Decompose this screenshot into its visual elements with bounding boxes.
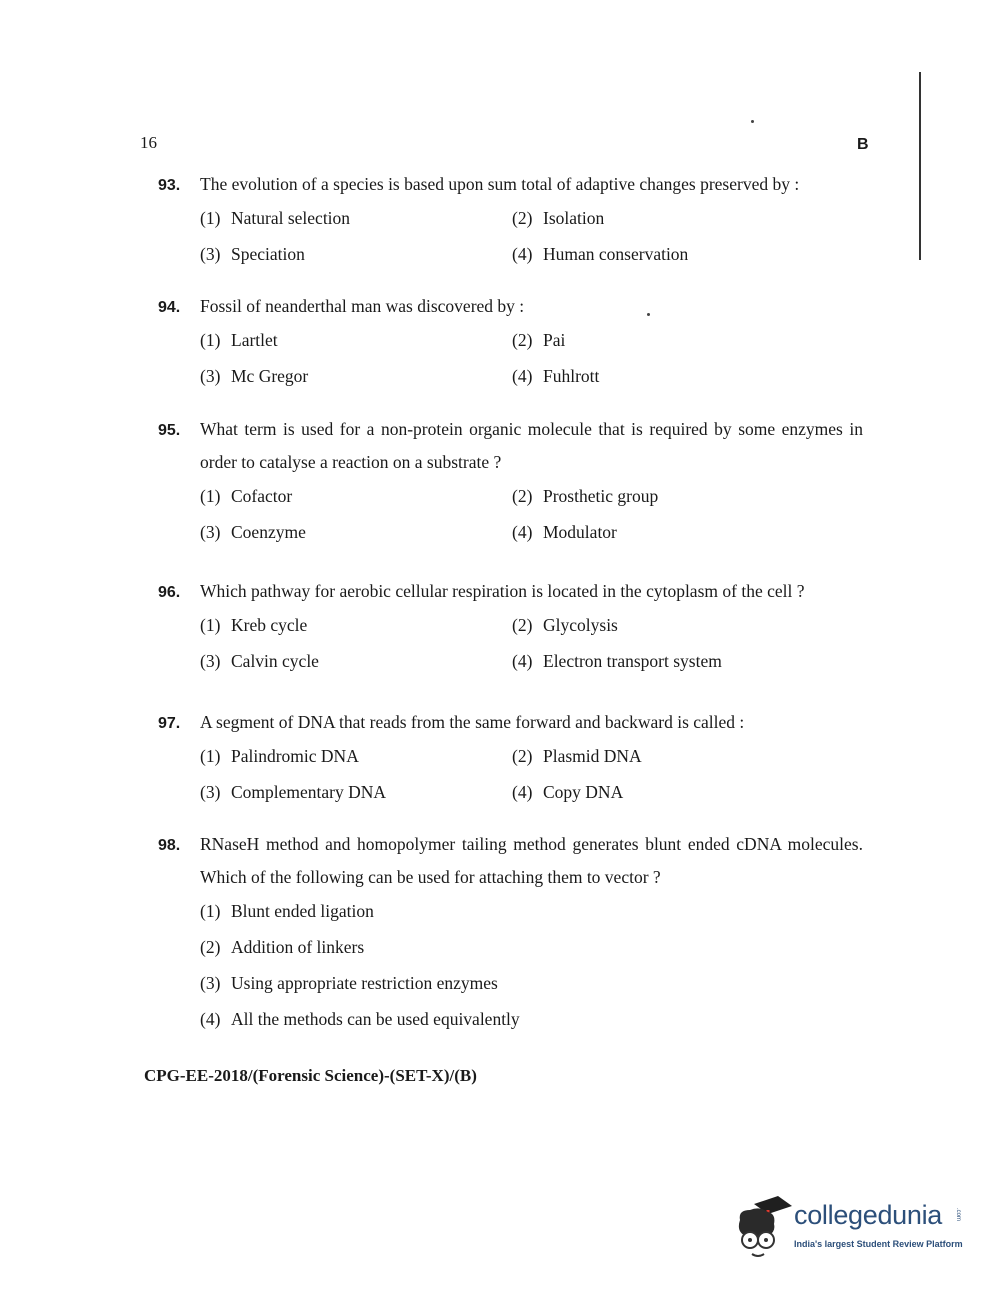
option	[200, 646, 512, 677]
option-number: (4)	[512, 651, 533, 671]
question-number: 94.	[158, 299, 181, 316]
option	[512, 777, 824, 808]
option-number: (3)	[200, 973, 221, 993]
scan-speck	[751, 120, 754, 123]
option	[200, 203, 512, 234]
option-text: Calvin cycle	[231, 651, 319, 671]
option-text: Copy DNA	[543, 782, 624, 802]
option	[200, 481, 512, 512]
logo-dotcom: .com	[955, 1208, 961, 1222]
option-number: (2)	[512, 208, 533, 228]
option	[512, 646, 824, 677]
question-94	[158, 297, 863, 392]
option	[200, 239, 512, 270]
question-96	[158, 582, 863, 677]
option-number: (4)	[512, 782, 533, 802]
option-text: Natural selection	[231, 208, 351, 228]
option-text: Plasmid DNA	[543, 746, 642, 766]
question-number: 95.	[158, 422, 181, 439]
option-number: (4)	[512, 522, 533, 542]
question-text: The evolution of a species is based upon sum total of adaptive changes preserved by :	[200, 174, 800, 194]
option	[512, 325, 824, 356]
option-text: Using appropriate restriction enzymes	[231, 973, 498, 993]
option-text: Pai	[543, 330, 566, 350]
mascot-icon	[734, 1196, 794, 1260]
question-95	[158, 420, 863, 548]
option-text: All the methods can be used equivalently	[231, 1009, 520, 1029]
collegedunia-logo[interactable]	[734, 1196, 964, 1266]
question-number: 98.	[158, 837, 181, 854]
option-number: (3)	[200, 522, 221, 542]
option-text: Coenzyme	[231, 522, 306, 542]
logo-tagline: India's largest Student Review Platform	[794, 1239, 963, 1249]
question-text: A segment of DNA that reads from the same forward and backward is called :	[200, 712, 745, 732]
option-text: Electron transport system	[543, 651, 722, 671]
option	[512, 610, 824, 641]
option-number: (3)	[200, 366, 221, 386]
question-number: 93.	[158, 177, 181, 194]
question-number: 97.	[158, 715, 181, 732]
option-text: Prosthetic group	[543, 486, 659, 506]
option-number: (4)	[512, 366, 533, 386]
question-number: 96.	[158, 584, 181, 601]
option-text: Kreb cycle	[231, 615, 308, 635]
question-97	[158, 713, 863, 808]
option-number: (1)	[200, 901, 221, 921]
option-text: Palindromic DNA	[231, 746, 359, 766]
option-number: (1)	[200, 330, 221, 350]
option-text: Cofactor	[231, 486, 293, 506]
scan-edge-line	[919, 72, 921, 260]
option	[200, 610, 512, 641]
question-text: Which pathway for aerobic cellular respiration is located in the cytoplasm of the cell ?	[200, 581, 805, 601]
option-number: (1)	[200, 486, 221, 506]
option-text: Blunt ended ligation	[231, 901, 374, 921]
option	[200, 968, 860, 999]
option-text: Human conservation	[543, 244, 689, 264]
option	[200, 777, 512, 808]
page-number: 16	[140, 133, 157, 152]
option-number: (3)	[200, 651, 221, 671]
option-number: (1)	[200, 208, 221, 228]
option	[200, 741, 512, 772]
option-number: (2)	[512, 486, 533, 506]
option	[200, 361, 512, 392]
paper-code-footer: CPG-EE-2018/(Forensic Science)-(SET-X)/(B)	[144, 1066, 477, 1085]
option-text: Glycolysis	[543, 615, 618, 635]
option	[200, 1004, 860, 1035]
question-text: RNaseH method and homopolymer tailing method generates blunt ended cDNA molecules. Which of the following can be used for attaching them to vector ?	[200, 834, 863, 887]
option-text: Lartlet	[231, 330, 278, 350]
logo-wordmark: collegedunia	[794, 1200, 943, 1230]
question-98	[158, 835, 863, 1035]
option-number: (1)	[200, 746, 221, 766]
option	[512, 517, 824, 548]
set-letter: B	[857, 136, 869, 153]
option-number: (2)	[512, 615, 533, 635]
option-number: (4)	[200, 1009, 221, 1029]
option	[200, 517, 512, 548]
option-number: (2)	[200, 937, 221, 957]
question-text: Fossil of neanderthal man was discovered by :	[200, 296, 525, 316]
option-number: (3)	[200, 244, 221, 264]
option-number: (1)	[200, 615, 221, 635]
option	[200, 325, 512, 356]
option-text: Speciation	[231, 244, 305, 264]
option-text: Isolation	[543, 208, 605, 228]
question-text: What term is used for a non-protein organic molecule that is required by some enzymes in order to catalyse a reaction on a substrate ?	[200, 419, 863, 472]
option-text: Modulator	[543, 522, 617, 542]
option-number: (2)	[512, 746, 533, 766]
option	[512, 239, 824, 270]
option	[512, 203, 824, 234]
option	[512, 481, 824, 512]
option-text: Mc Gregor	[231, 366, 309, 386]
option-text: Addition of linkers	[231, 937, 365, 957]
option-number: (2)	[512, 330, 533, 350]
option-number: (4)	[512, 244, 533, 264]
option-number: (3)	[200, 782, 221, 802]
option-text: Complementary DNA	[231, 782, 387, 802]
option	[200, 896, 860, 927]
question-93	[158, 175, 863, 270]
option	[200, 932, 860, 963]
option	[512, 741, 824, 772]
option	[512, 361, 824, 392]
option-text: Fuhlrott	[543, 366, 600, 386]
